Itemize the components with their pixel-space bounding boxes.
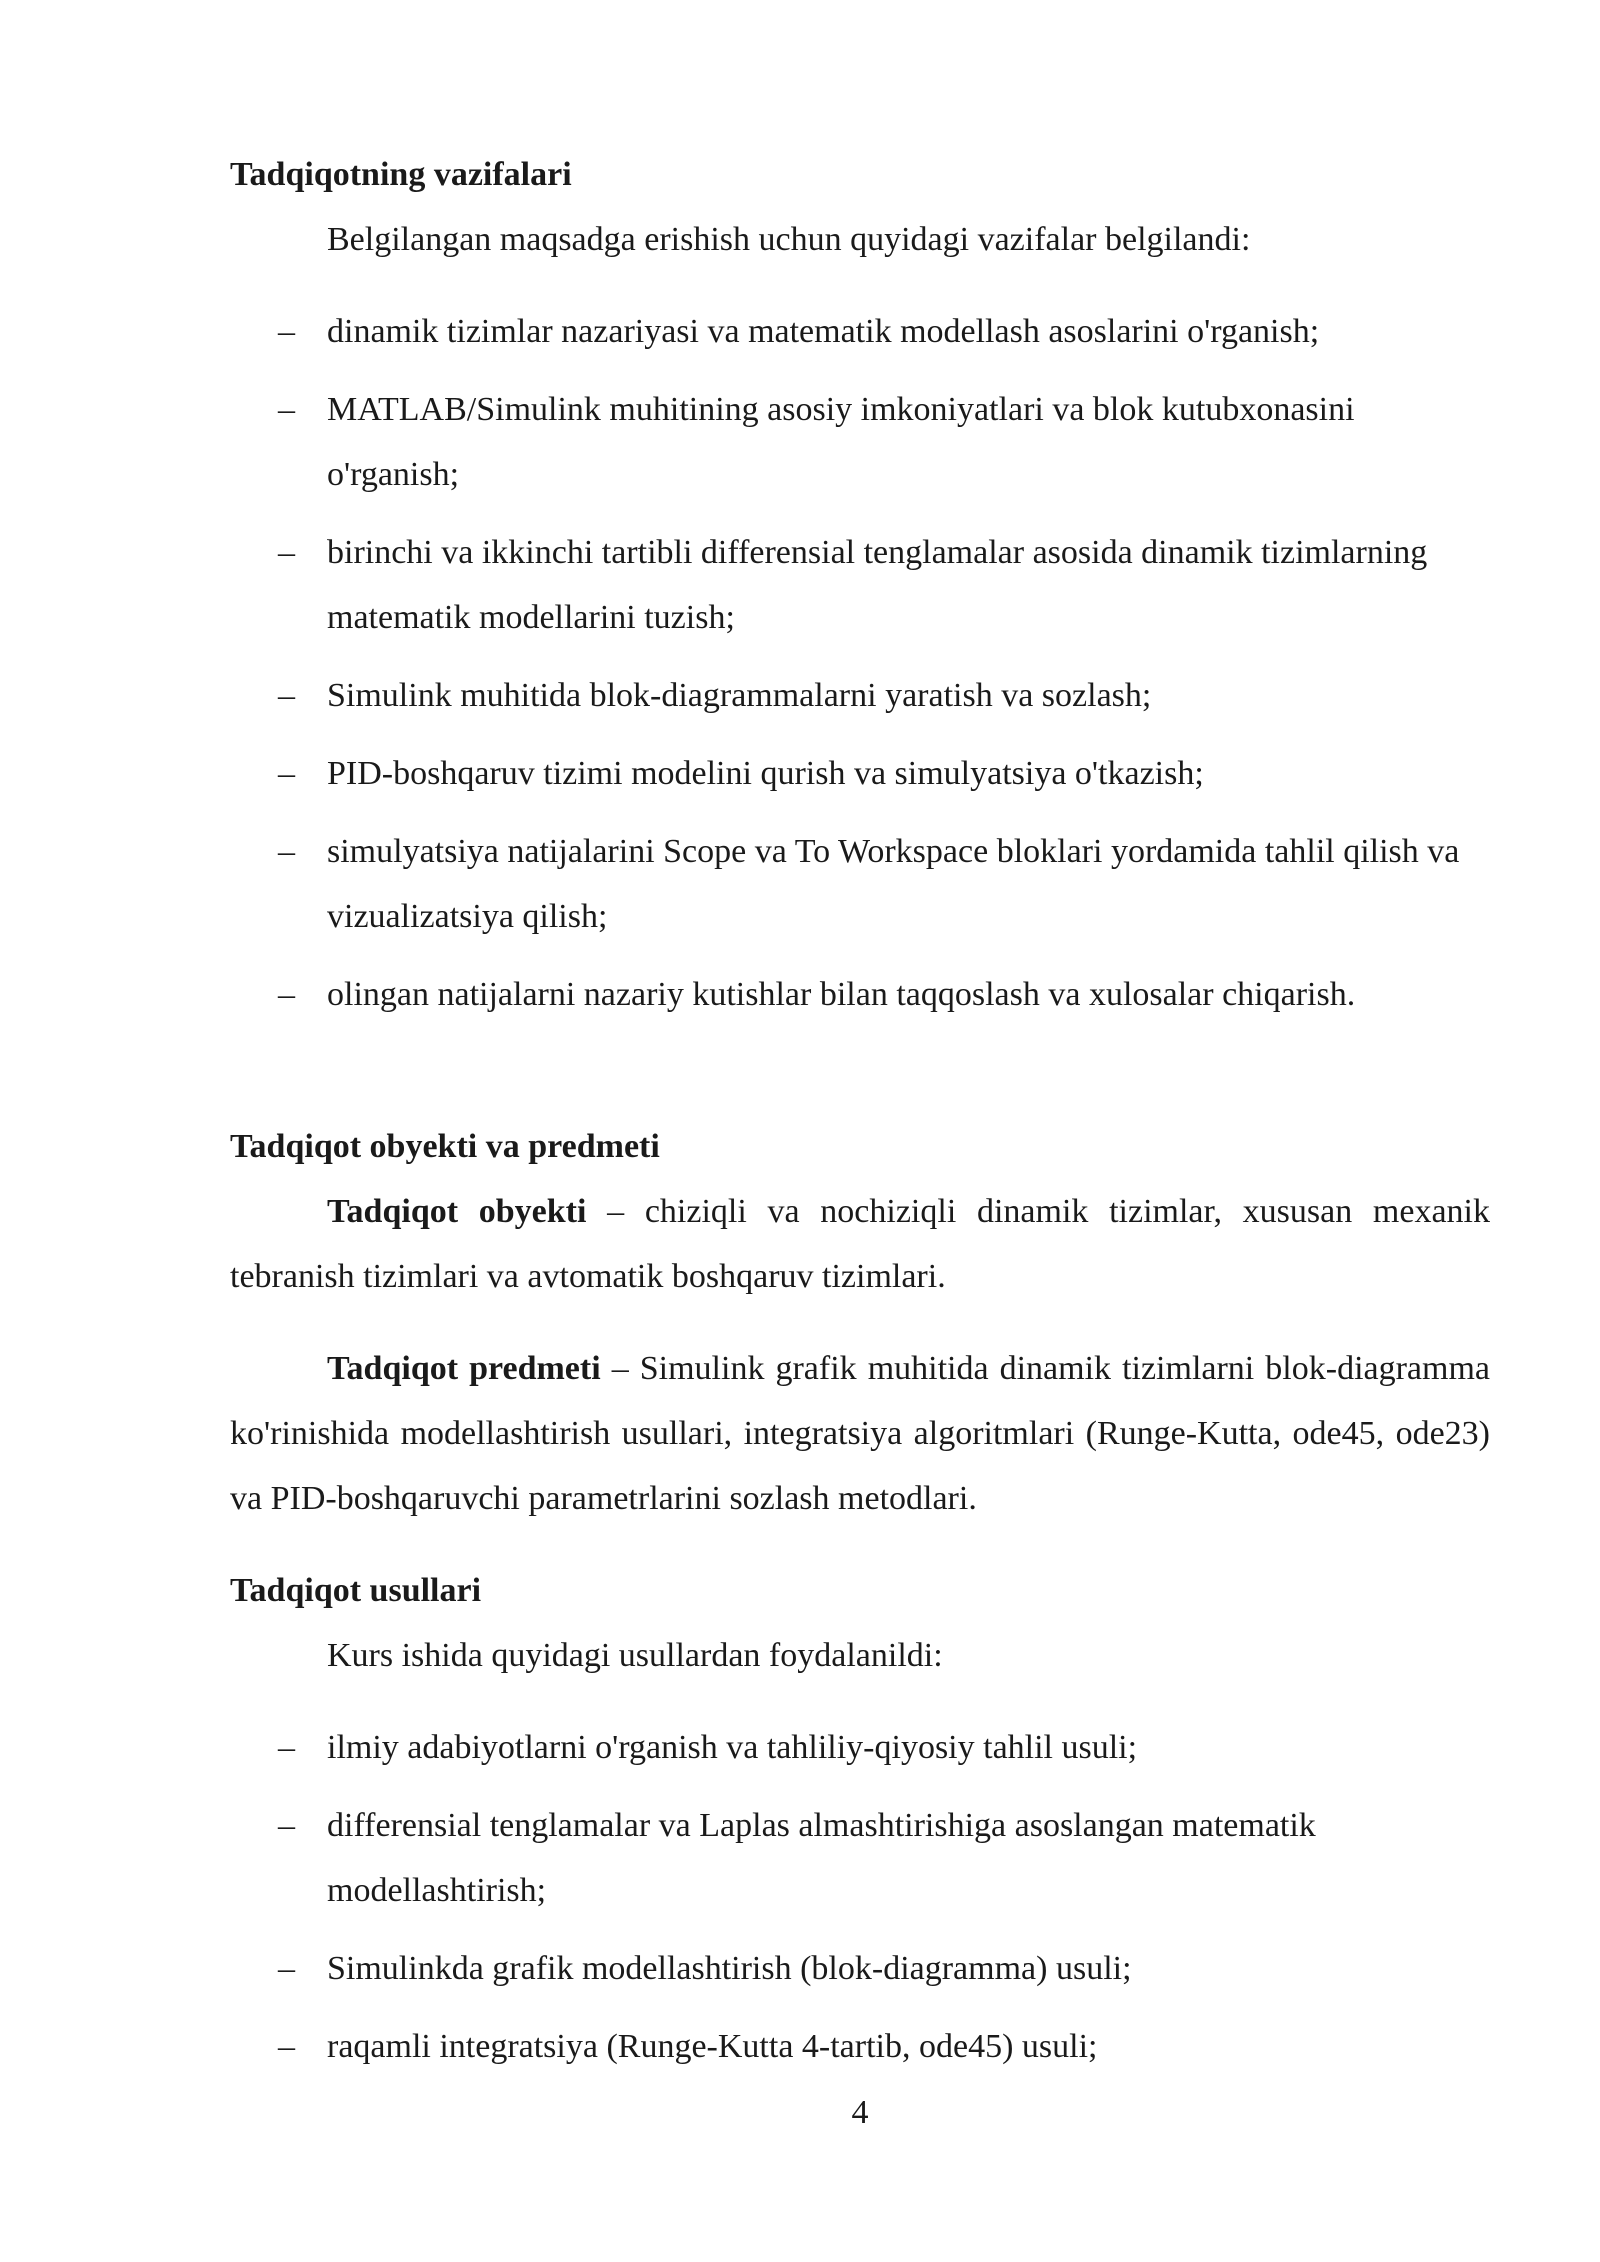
list-item-text: dinamik tizimlar nazariyasi va matematik modellash asoslarini o'rganish; <box>327 313 1320 350</box>
dash-bullet: – <box>278 534 295 571</box>
section-heading-tasks: Tadqiqotning vazifalari <box>230 156 572 193</box>
list-item <box>230 663 1490 728</box>
list-item-text: simulyatsiya natijalarini Scope va To Workspace bloklari yordamida tahlil qilish va vizualizatsiya qilish; <box>327 833 1460 935</box>
dash-bullet: – <box>278 1807 295 1844</box>
list-item-text: Simulinkda grafik modellashtirish (blok-diagramma) usuli; <box>327 1950 1132 1987</box>
methods-list <box>230 1715 1490 2079</box>
list-item <box>230 1793 1490 1923</box>
section-object <box>230 1114 1490 1531</box>
subject-term: Tadqiqot predmeti <box>327 1350 601 1387</box>
object-text: – chiziqli va nochiziqli dinamik tizimlar, xususan mexanik tebranish tizimlari va avtomatik boshqaruv tizimlari. <box>230 1193 1490 1295</box>
list-item-text: differensial tenglamalar va Laplas almashtirishiga asoslangan matematik modellashtirish; <box>327 1807 1316 1909</box>
list-item <box>230 520 1490 650</box>
section-tasks <box>230 142 1490 1040</box>
list-item-text: MATLAB/Simulink muhitining asosiy imkoniyatlari va blok kutubxonasini o'rganish; <box>327 391 1355 493</box>
list-item <box>230 299 1490 364</box>
tasks-list <box>230 299 1490 1027</box>
list-item-text: PID-boshqaruv tizimi modelini qurish va simulyatsiya o'tkazish; <box>327 755 1204 792</box>
list-item-text: raqamli integratsiya (Runge-Kutta 4-tartib, ode45) usuli; <box>327 2028 1098 2065</box>
methods-intro: Kurs ishida quyidagi usullardan foydalanildi: <box>327 1637 943 1674</box>
list-item-text: birinchi va ikkinchi tartibli differensial tenglamalar asosida dinamik tizimlarning matematik modellarini tuzish; <box>327 534 1428 636</box>
list-item <box>230 741 1490 806</box>
list-item <box>230 819 1490 949</box>
list-item <box>230 1715 1490 1780</box>
dash-bullet: – <box>278 976 295 1013</box>
dash-bullet: – <box>278 391 295 428</box>
subject-paragraph <box>230 1336 1490 1531</box>
list-item <box>230 962 1490 1027</box>
list-item-text: olingan natijalarni nazariy kutishlar bilan taqqoslash va xulosalar chiqarish. <box>327 976 1356 1013</box>
dash-bullet: – <box>278 1950 295 1987</box>
list-item <box>230 1936 1490 2001</box>
object-term: Tadqiqot obyekti <box>327 1193 587 1230</box>
list-item <box>230 2014 1490 2079</box>
dash-bullet: – <box>278 833 295 870</box>
list-item-text: Simulink muhitida blok-diagrammalarni yaratish va sozlash; <box>327 677 1152 714</box>
list-item <box>230 377 1490 507</box>
dash-bullet: – <box>278 1729 295 1766</box>
dash-bullet: – <box>278 2028 295 2065</box>
section-methods <box>230 1558 1490 2092</box>
section-heading-object: Tadqiqot obyekti va predmeti <box>230 1128 660 1165</box>
dash-bullet: – <box>278 313 295 350</box>
object-paragraph <box>230 1179 1490 1309</box>
dash-bullet: – <box>278 755 295 792</box>
page-number: 4 <box>851 2094 869 2131</box>
section-heading-methods: Tadqiqot usullari <box>230 1572 482 1609</box>
list-item-text: ilmiy adabiyotlarni o'rganish va tahliliy-qiyosiy tahlil usuli; <box>327 1729 1138 1766</box>
dash-bullet: – <box>278 677 295 714</box>
subject-text: – Simulink grafik muhitida dinamik tizimlarni blok-diagramma ko'rinishida modellashtirish usullari, integratsiya algoritmlari (Runge-Kutta, ode45, ode23) va PID-boshqaruvchi parametrlarini sozlash metodlari. <box>230 1350 1490 1517</box>
tasks-intro: Belgilangan maqsadga erishish uchun quyidagi vazifalar belgilandi: <box>327 221 1251 258</box>
